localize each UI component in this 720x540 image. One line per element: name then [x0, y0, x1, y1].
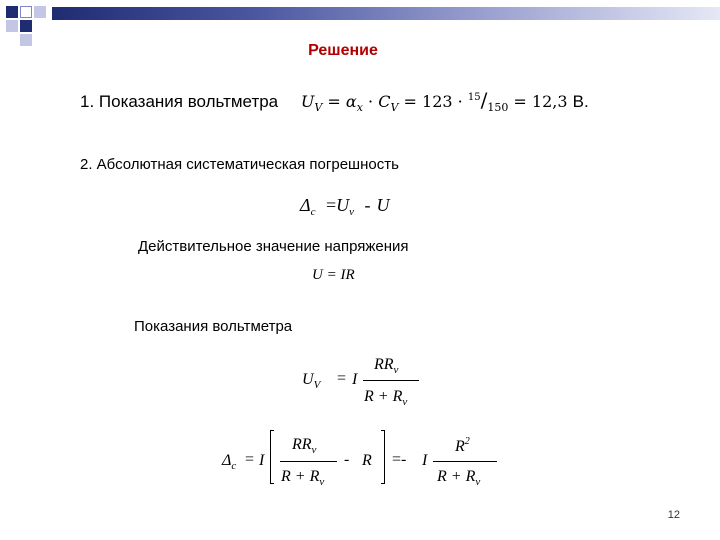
- page-number: 12: [667, 509, 680, 521]
- symbol-u: U: [336, 195, 350, 215]
- fraction-numerator: $RR_v$: [374, 356, 399, 376]
- actual-voltage-label: Действительное значение напряжения: [138, 238, 409, 255]
- actual-voltage-formula: U = IR: [312, 267, 355, 283]
- subscript: V: [390, 101, 399, 114]
- step2-heading: 2. Абсолютная систематическая погрешность: [80, 156, 399, 173]
- step1-line: [80, 88, 589, 114]
- fraction-denominator: 150: [487, 101, 509, 114]
- deco-square: [20, 20, 32, 32]
- symbol-delta: Δ: [300, 195, 311, 215]
- error-formula: [300, 195, 390, 218]
- fraction-slash: /: [480, 88, 488, 112]
- symbol-u: U: [300, 92, 315, 111]
- fraction-numerator: $RR_v$: [292, 436, 317, 456]
- equals-sign: =: [245, 451, 255, 468]
- symbol-r: R: [362, 452, 372, 469]
- fraction-denominator: $R + R_v$: [281, 468, 325, 488]
- result-value: 12,3: [531, 92, 568, 111]
- equals-minus-sign: =-: [392, 451, 407, 468]
- unit: В.: [572, 92, 589, 111]
- deco-square: [34, 6, 46, 18]
- symbol-i: I: [352, 371, 358, 388]
- equals-sign: =: [325, 195, 337, 215]
- step1-text: 1. Показания вольтметра: [80, 92, 279, 111]
- deco-square: [20, 6, 32, 18]
- voltmeter-label: Показания вольтметра: [134, 318, 293, 335]
- fraction-bar: [363, 380, 419, 381]
- step1-formula: [300, 88, 573, 114]
- fraction-bar: [280, 461, 337, 462]
- fraction-denominator: $R + R_v$: [364, 388, 408, 408]
- equals-sign: =: [337, 370, 347, 387]
- equals-sign: =: [513, 92, 527, 111]
- subscript: V: [314, 101, 323, 114]
- subscript: v: [349, 206, 355, 218]
- subscript: c: [310, 206, 316, 218]
- header-gradient-bar: [52, 7, 720, 20]
- symbol-delta: $\Delta_c$: [222, 452, 237, 472]
- fraction-numerator: $R^2$: [455, 436, 470, 455]
- equals-sign: =: [327, 92, 341, 111]
- minus-sign: -: [364, 195, 371, 215]
- equals-sign: =: [403, 92, 417, 111]
- right-bracket: [381, 430, 385, 484]
- symbol-c: C: [378, 92, 391, 111]
- fraction-numerator: 15: [467, 92, 481, 103]
- fraction-denominator: $R + R_v$: [437, 468, 481, 488]
- symbol-alpha: α: [345, 92, 357, 111]
- subscript: x: [356, 101, 363, 114]
- minus-sign: -: [344, 451, 350, 468]
- symbol-u: U: [376, 195, 390, 215]
- slide-title: Решение: [308, 42, 378, 59]
- symbol-u: $U_V$: [302, 371, 321, 391]
- deco-square: [6, 6, 18, 18]
- deco-square: [6, 20, 18, 32]
- left-bracket: [270, 430, 274, 484]
- fraction-bar: [433, 461, 497, 462]
- symbol-i: I: [422, 452, 428, 469]
- number: 123: [422, 92, 453, 111]
- symbol-i: I: [259, 452, 265, 469]
- dot-operator: ·: [368, 92, 374, 111]
- dot-operator: ·: [457, 92, 463, 111]
